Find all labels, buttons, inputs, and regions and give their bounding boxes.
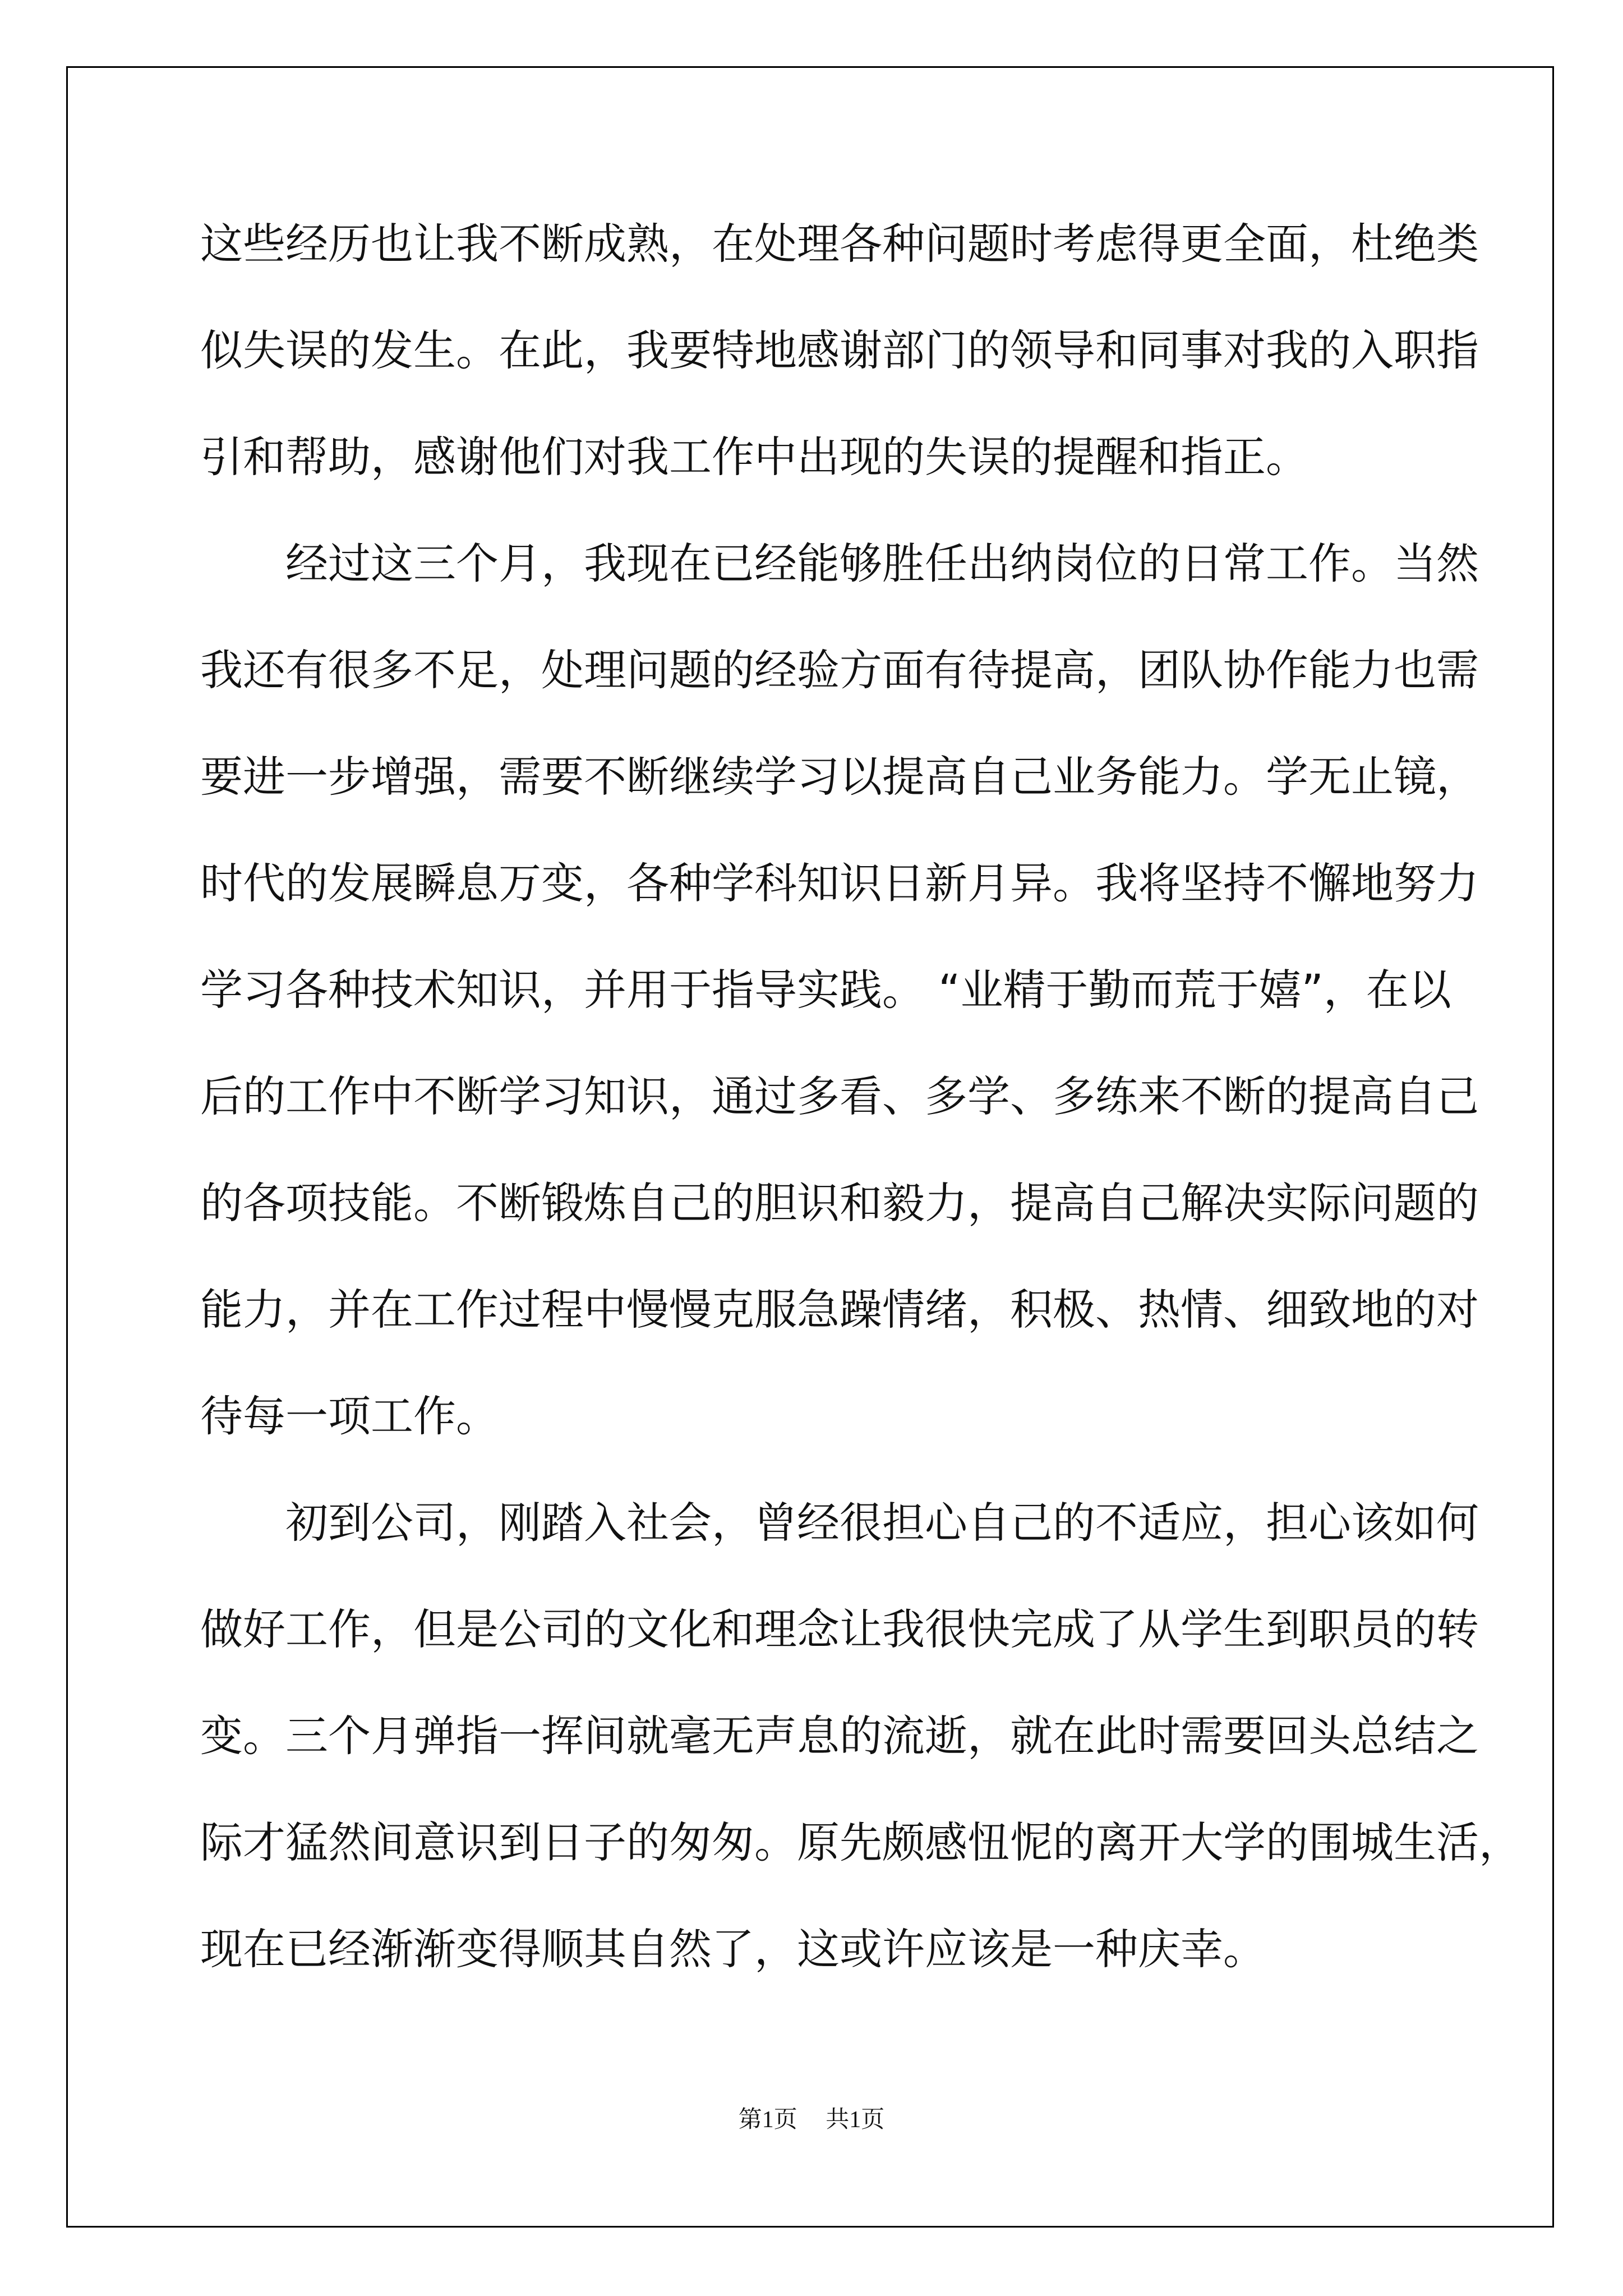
paragraph-1 xyxy=(200,191,1479,510)
page-footer xyxy=(0,2101,1623,2134)
text-line: 学习各种技术知识，并用于指导实践。 “业精于勤而荒于嬉”，在以 xyxy=(200,965,1451,1015)
page-total: 共1页 xyxy=(826,2107,885,2133)
text-line: 似失误的发生。在此，我要特地感谢部门的领导和同事对我的入职指 xyxy=(200,325,1479,375)
page-number: 第1页 xyxy=(738,2107,797,2133)
paragraph-2 xyxy=(200,510,1479,1470)
text-line: 经过这三个月，我现在已经能够胜任出纳岗位的日常工作。当然 xyxy=(285,539,1479,588)
text-line: 际才猛然间意识到日子的匆匆。原先颇感忸怩的离开大学的围城生活， xyxy=(200,1818,1521,1867)
document-body xyxy=(200,191,1521,2003)
text-line: 能力，并在工作过程中慢慢克服急躁情绪，积极、热情、细致地的对 xyxy=(200,1285,1479,1335)
text-line: 做好工作，但是公司的文化和理念让我很快完成了从学生到职员的转 xyxy=(200,1604,1479,1654)
text-line: 要进一步增强，需要不断继续学习以提高自己业务能力。学无止镜， xyxy=(200,752,1479,802)
text-line: 这些经历也让我不断成熟，在处理各种问题时考虑得更全面，杜绝类 xyxy=(200,219,1479,269)
text-line: 现在已经渐渐变得顺其自然了，这或许应该是一种庆幸。 xyxy=(200,1924,1266,1974)
text-line: 的各项技能。不断锻炼自己的胆识和毅力，提高自己解决实际问题的 xyxy=(200,1178,1479,1228)
text-line: 时代的发展瞬息万变，各种学科知识日新月异。我将坚持不懈地努力 xyxy=(200,858,1479,908)
text-line: 待每一项工作。 xyxy=(200,1391,499,1441)
paragraph-3 xyxy=(200,1470,1521,2003)
text-line: 引和帮助，感谢他们对我工作中出现的失误的提醒和指正。 xyxy=(200,432,1308,482)
text-line: 后的工作中不断学习知识，通过多看、多学、多练来不断的提高自己 xyxy=(200,1071,1479,1121)
text-line: 我还有很多不足，处理问题的经验方面有待提高，团队协作能力也需 xyxy=(200,645,1479,695)
text-line: 初到公司，刚踏入社会，曾经很担心自己的不适应，担心该如何 xyxy=(285,1498,1479,1548)
text-line: 变。三个月弹指一挥间就毫无声息的流逝，就在此时需要回头总结之 xyxy=(200,1711,1479,1761)
